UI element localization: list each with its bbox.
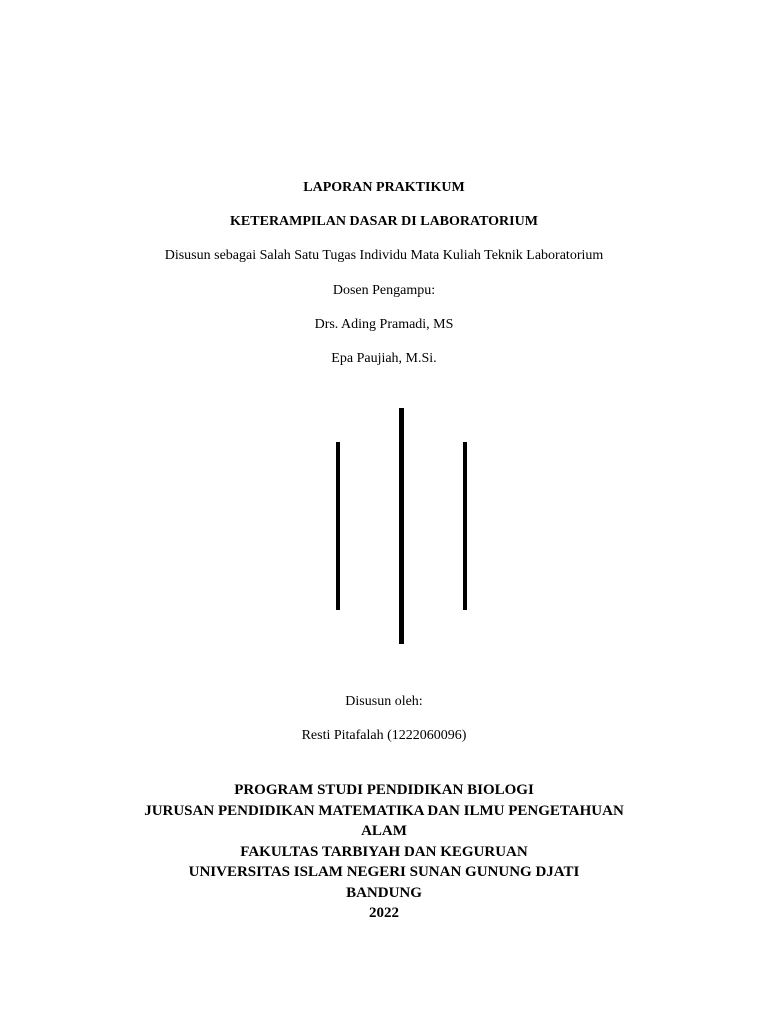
report-type: LAPORAN PRAKTIKUM — [303, 180, 465, 195]
lecturer-heading: Dosen Pengampu: — [332, 283, 436, 298]
department-line-1: JURUSAN PENDIDIKAN MATEMATIKA DAN ILMU PENGETAHUAN — [144, 802, 624, 819]
lecturer-name-2: Epa Paujiah, M.Si. — [331, 351, 437, 366]
study-program: PROGRAM STUDI PENDIDIKAN BIOLOGI — [234, 782, 534, 798]
logo-left-bar — [336, 442, 340, 610]
institution-block — [0, 780, 768, 924]
faculty: FAKULTAS TARBIYAH DAN KEGURUAN — [240, 843, 528, 860]
logo-center-bar — [399, 408, 404, 644]
report-purpose: Disusun sebagai Salah Satu Tugas Individu Mata Kuliah Teknik Laboratorium — [164, 248, 604, 263]
city: BANDUNG — [346, 884, 422, 901]
lecturer-name-1: Drs. Ading Pramadi, MS — [314, 317, 454, 332]
author-name: Resti Pitafalah (1222060096) — [301, 728, 467, 743]
university: UNIVERSITAS ISLAM NEGERI SUNAN GUNUNG DJATI — [188, 864, 580, 880]
logo-right-bar — [463, 442, 467, 610]
author-heading: Disusun oleh: — [345, 694, 423, 709]
report-title: KETERAMPILAN DASAR DI LABORATORIUM — [230, 214, 538, 229]
department-line-2: ALAM — [361, 823, 407, 839]
year: 2022 — [369, 905, 399, 921]
